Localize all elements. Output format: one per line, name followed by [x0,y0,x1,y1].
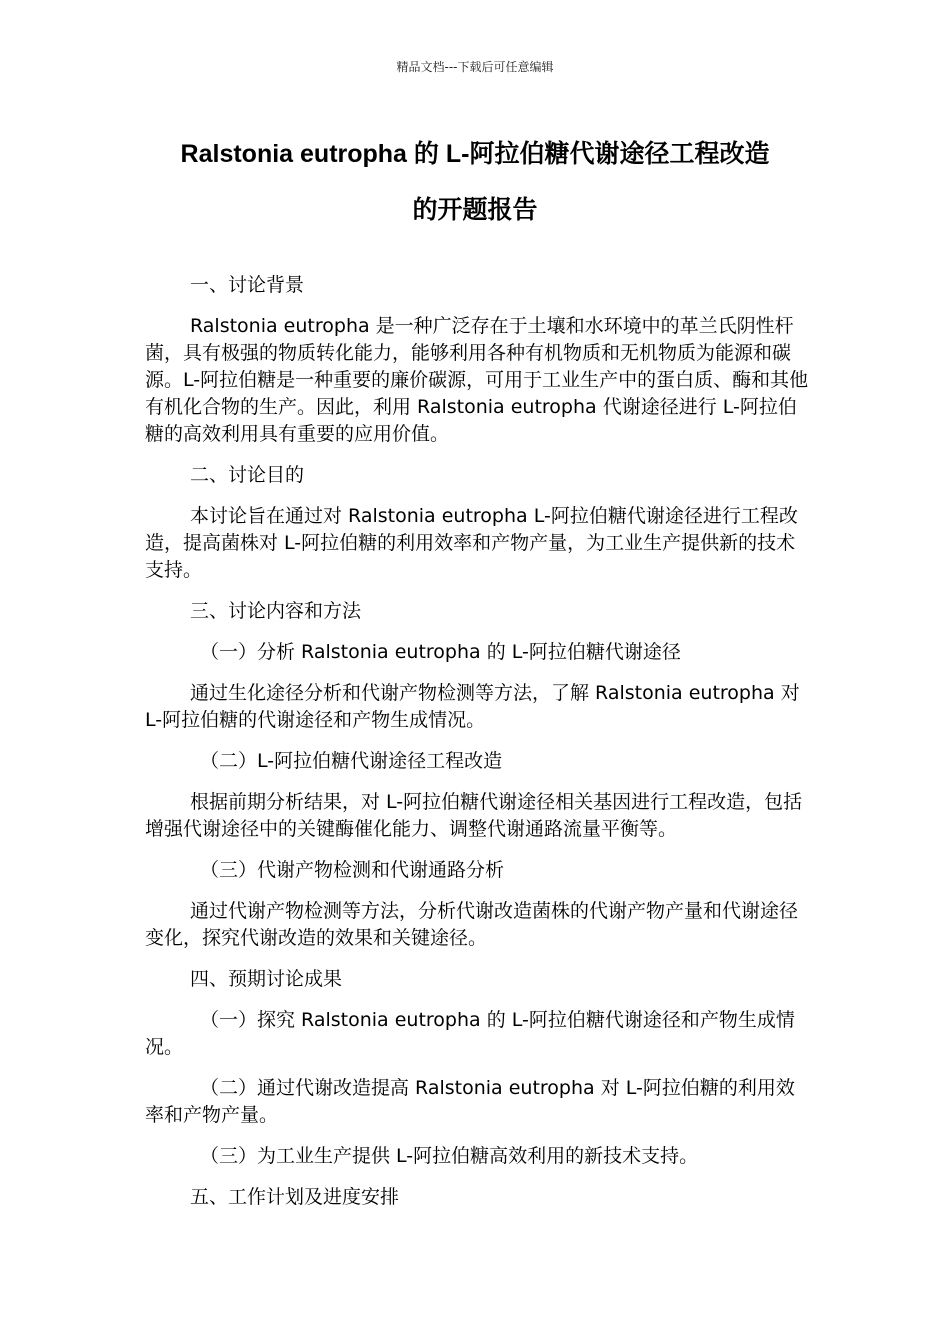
expected-result-item-3: （三）为工业生产提供 L-阿拉伯糖高效利用的新技术支持。 [200,1145,699,1167]
expected-result-item-1: （一）探究 Ralstonia eutropha 的 L-阿拉伯糖代谢途径和产物生成情况。 [145,1009,795,1058]
section-heading-purpose: 二、讨论目的 [190,464,305,486]
paragraph-engineering: 根据前期分析结果，对 L-阿拉伯糖代谢途径相关基因进行工程改造，包括增强代谢途径中的关键酶催化能力、调整代谢通路流量平衡等。 [145,791,803,840]
paragraph-background: Ralstonia eutropha 是一种广泛存在于土壤和水环境中的革兰氏阴性杆菌，具有极强的物质转化能力，能够利用各种有机物质和无机物质为能源和碳源。L-阿拉伯糖是一种重要的廉价碳源，可用于工业生产中的蛋白质、酶和其他有机化合物的生产。因此，利用 Ralstonia eutropha 代谢途径进行 L-阿拉伯糖的高效利用具有重要的应用价值。 [145,315,809,445]
document-title-line-2: 的开题报告 [412,196,538,224]
subheading-analysis: （一）分析 Ralstonia eutropha 的 L-阿拉伯糖代谢途径 [200,641,681,663]
paragraph-detection: 通过代谢产物检测等方法，分析代谢改造菌株的代谢产物产量和代谢途径变化，探究代谢改造的效果和关键途径。 [145,900,799,949]
document-title-line-1: Ralstonia eutropha 的 L-阿拉伯糖代谢途径工程改造 [180,140,770,168]
paragraph-analysis: 通过生化途径分析和代谢产物检测等方法，了解 Ralstonia eutropha 对 L-阿拉伯糖的代谢途径和产物生成情况。 [145,682,800,731]
section-heading-schedule: 五、工作计划及进度安排 [190,1186,400,1208]
section-heading-expected-results: 四、预期讨论成果 [190,968,343,990]
document-body [145,272,811,1225]
expected-result-item-2: （二）通过代谢改造提高 Ralstonia eutropha 对 L-阿拉伯糖的利用效率和产物产量。 [145,1077,795,1126]
subheading-engineering: （二）L-阿拉伯糖代谢途径工程改造 [200,750,503,772]
section-heading-background: 一、讨论背景 [190,274,305,296]
section-heading-content-methods: 三、讨论内容和方法 [190,600,362,622]
subheading-detection: （三）代谢产物检测和代谢通路分析 [200,859,505,881]
paragraph-purpose: 本讨论旨在通过对 Ralstonia eutropha L-阿拉伯糖代谢途径进行工程改造，提高菌株对 L-阿拉伯糖的利用效率和产物产量，为工业生产提供新的技术支持。 [145,505,798,581]
page-header: 精品文档---下载后可任意编辑 [396,60,554,74]
